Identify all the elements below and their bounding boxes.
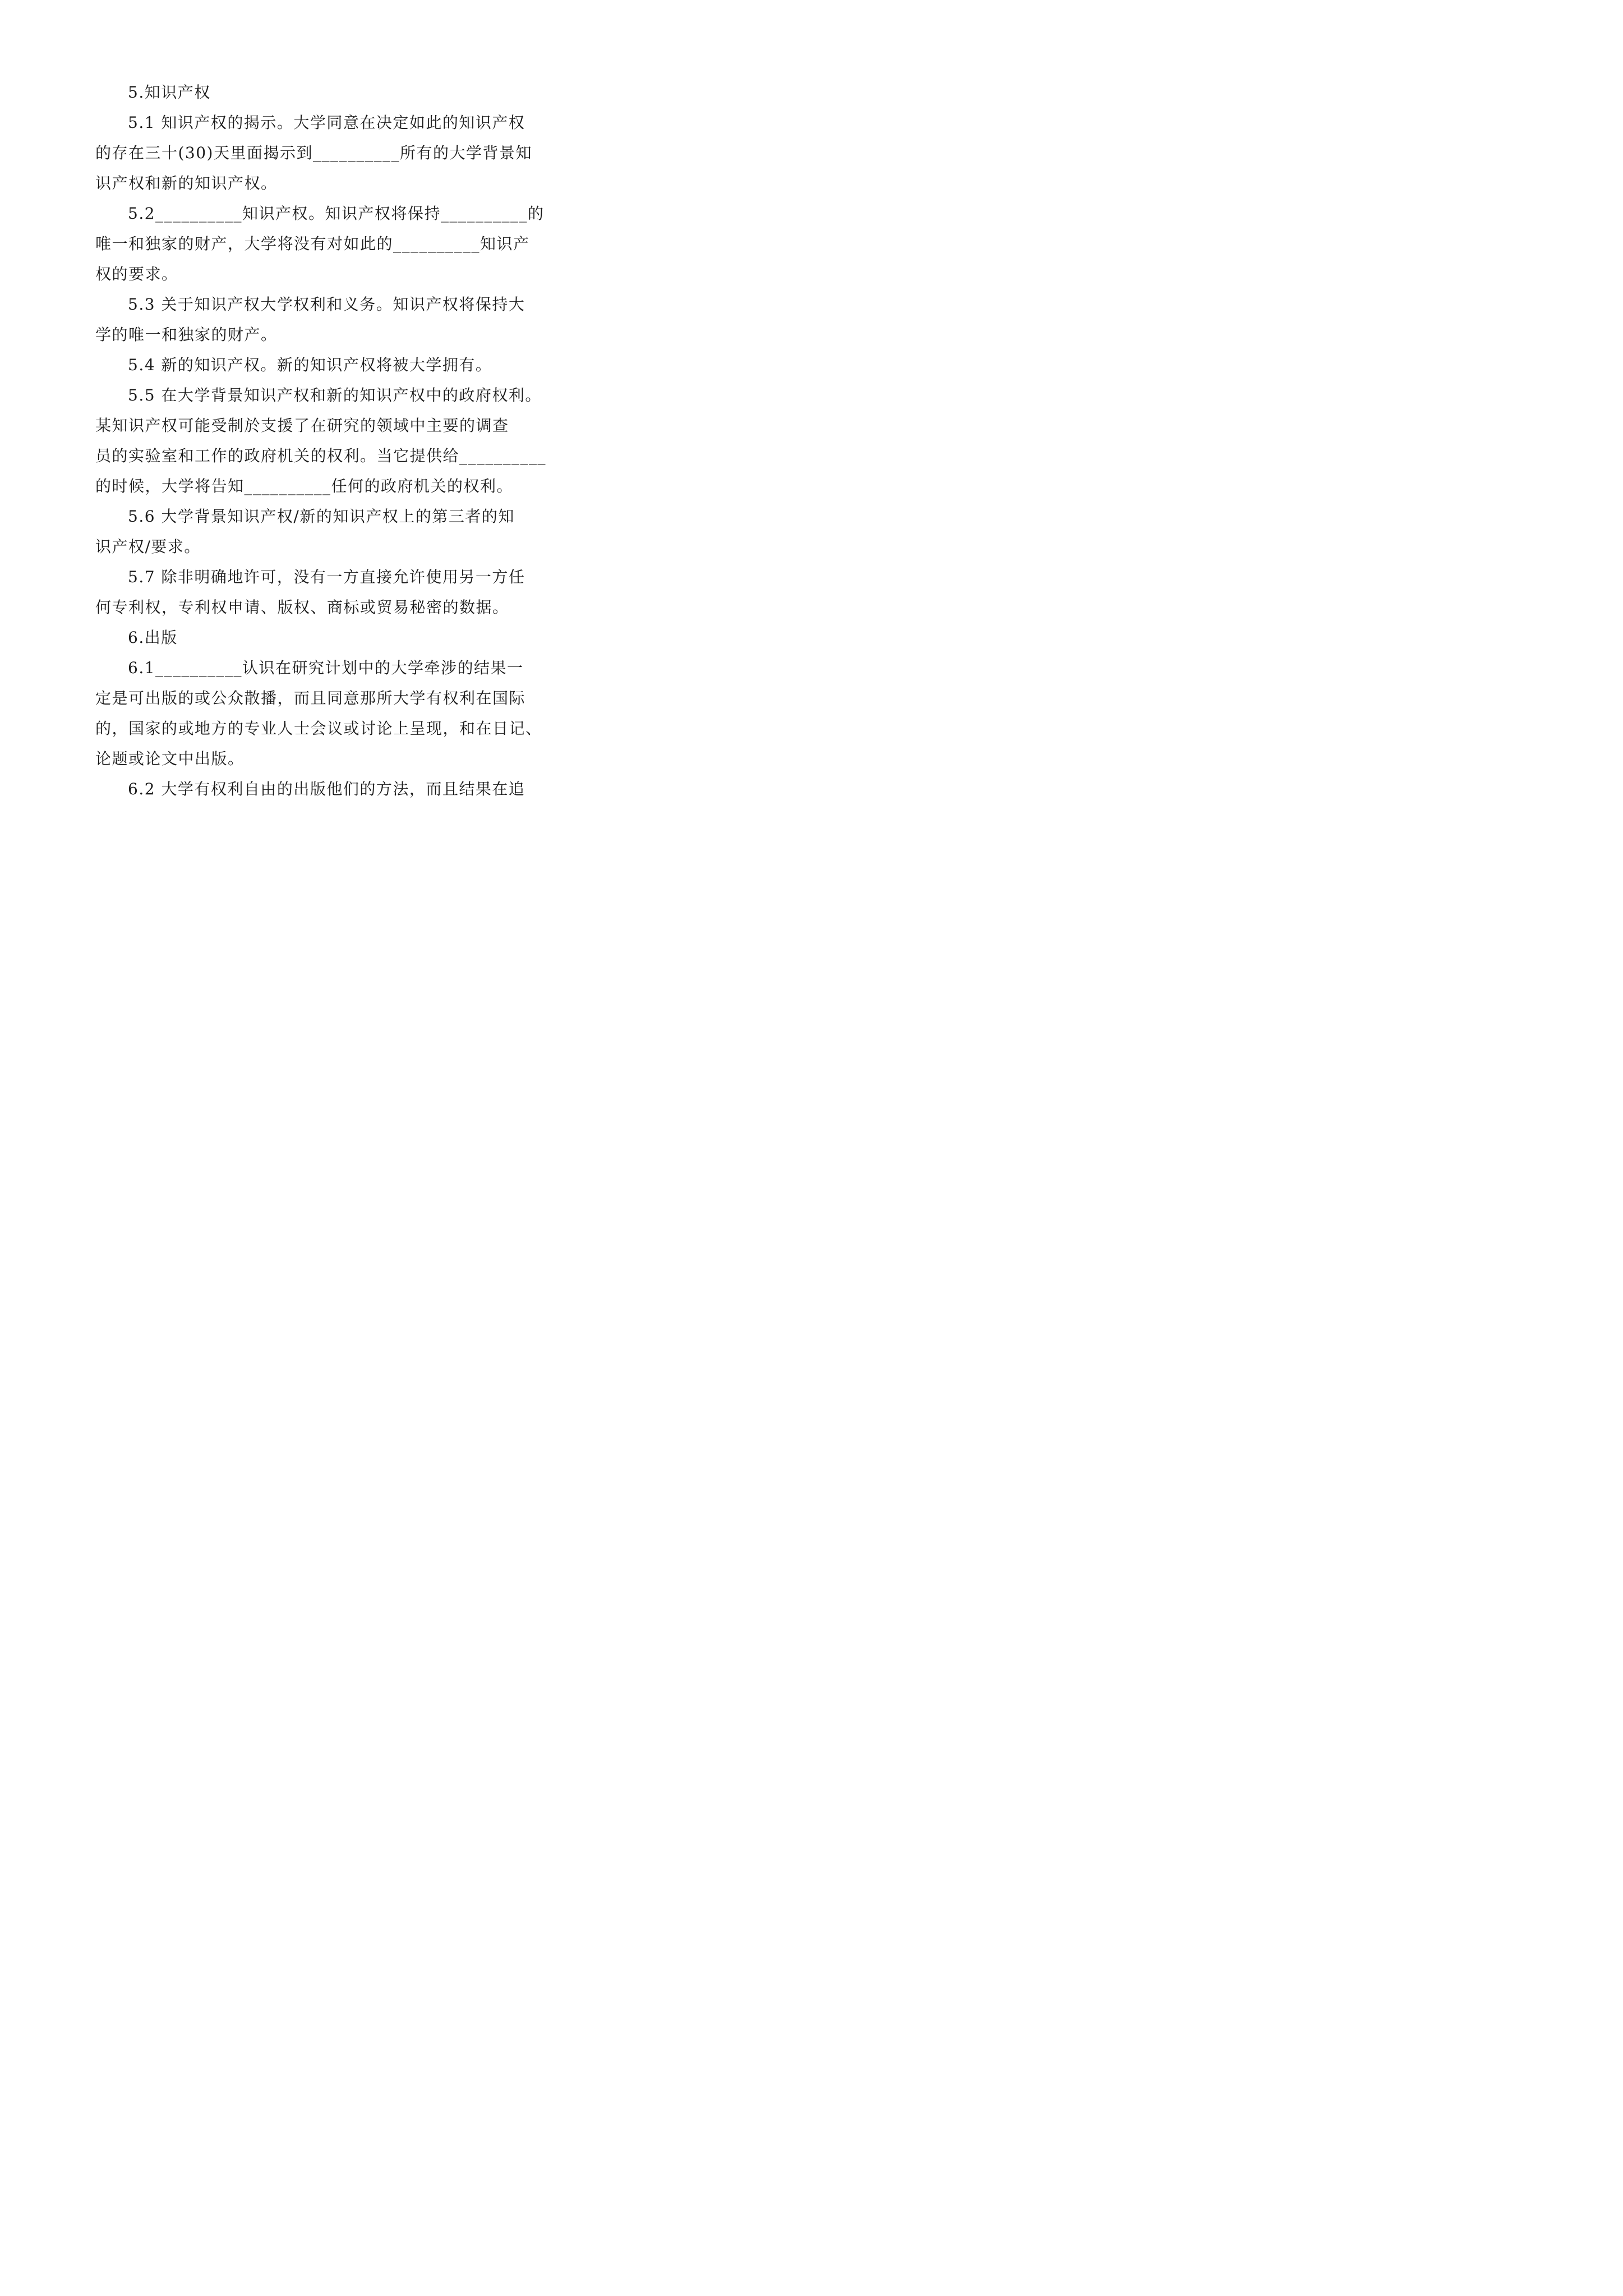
clause-5-1-line-2: 的存在三十(30)天里面揭示到__________所有的大学背景知 [95, 144, 532, 162]
clause-5-5-line-4: 的时候，大学将告知__________任何的政府机关的权利。 [95, 477, 514, 495]
clause-6-1-line-2: 定是可出版的或公众散播，而且同意那所大学有权利在国际 [95, 689, 526, 707]
document-page [0, 0, 608, 860]
clause-5-5-line-1: 5.5 在大学背景知识产权和新的知识产权中的政府权利。 [128, 386, 542, 404]
clause-5-6-line-1: 5.6 大学背景知识产权/新的知识产权上的第三者的知 [128, 507, 515, 526]
section-6-heading: 6.出版 [128, 628, 178, 647]
clause-5-5-line-2: 某知识产权可能受制於支援了在研究的领域中主要的调查 [95, 416, 509, 435]
clause-6-1-line-1: 6.1__________认识在研究计划中的大学牵涉的结果一 [128, 659, 524, 677]
clause-5-2-line-3: 权的要求。 [95, 265, 178, 283]
clause-6-2-line-1: 6.2 大学有权利自由的出版他们的方法，而且结果在追 [128, 780, 525, 798]
clause-5-4-line-1: 5.4 新的知识产权。新的知识产权将被大学拥有。 [128, 356, 492, 374]
clause-5-7-line-2: 何专利权，专利权申请、版权、商标或贸易秘密的数据。 [95, 598, 509, 616]
clause-5-2-line-2: 唯一和独家的财产，大学将没有对如此的__________知识产 [95, 234, 530, 253]
section-5-heading: 5.知识产权 [128, 83, 211, 102]
clause-5-1-line-1: 5.1 知识产权的揭示。大学同意在决定如此的知识产权 [128, 113, 525, 132]
clause-6-1-line-3: 的，国家的或地方的专业人士会议或讨论上呈现，和在日记、 [95, 719, 542, 738]
clause-6-1-line-4: 论题或论文中出版。 [95, 749, 245, 768]
clause-5-3-line-2: 学的唯一和独家的财产。 [95, 325, 278, 344]
clause-5-6-line-2: 识产权/要求。 [95, 537, 201, 556]
clause-5-7-line-1: 5.7 除非明确地许可，没有一方直接允许使用另一方任 [128, 568, 525, 586]
clause-5-2-line-1: 5.2__________知识产权。知识产权将保持__________的 [128, 204, 545, 223]
clause-5-3-line-1: 5.3 关于知识产权大学权利和义务。知识产权将保持大 [128, 295, 525, 314]
clause-5-5-line-3: 员的实验室和工作的政府机关的权利。当它提供给__________ [95, 447, 547, 465]
clause-5-1-line-3: 识产权和新的知识产权。 [95, 174, 278, 192]
